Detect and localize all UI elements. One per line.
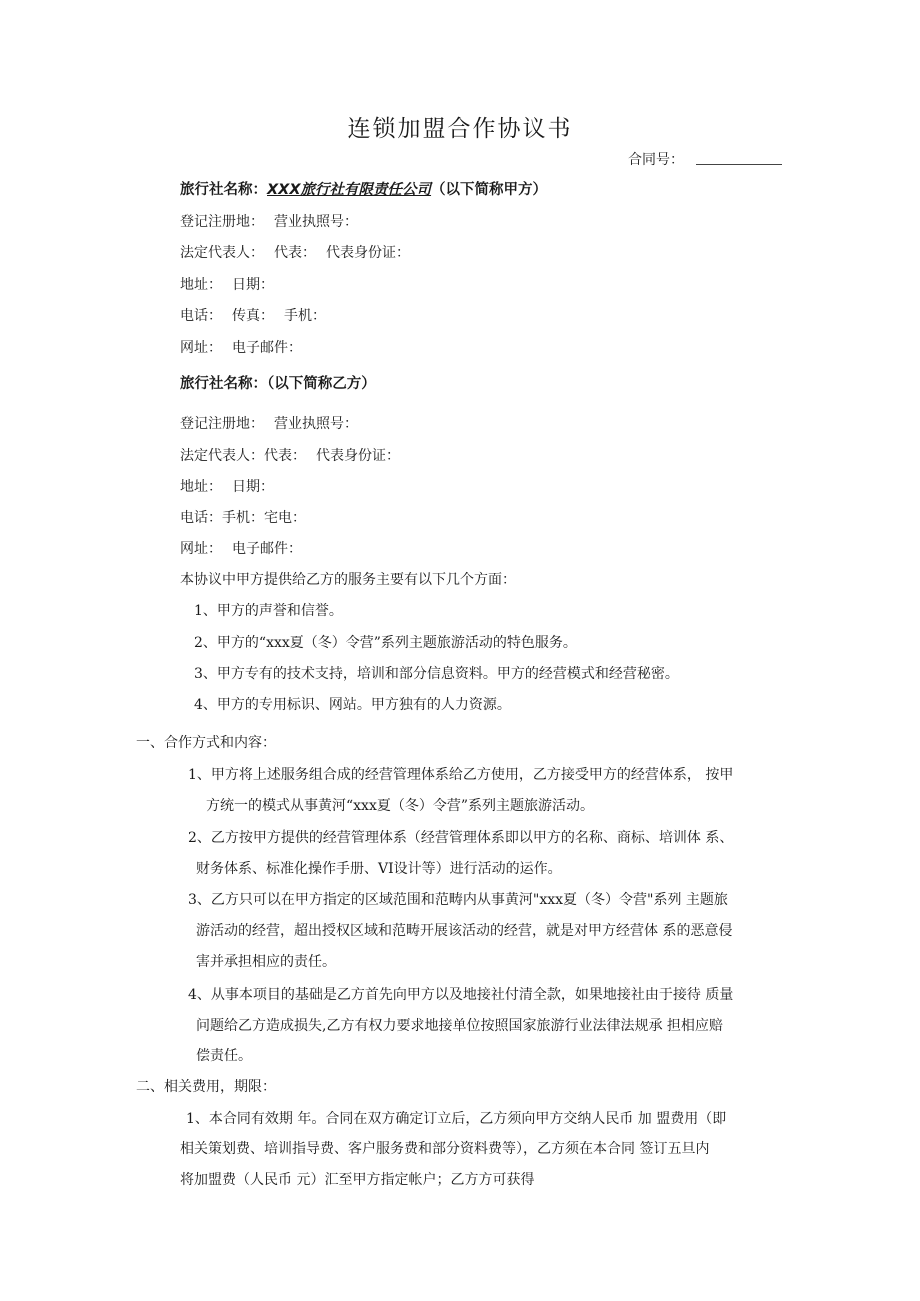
service-item: 4、甲方的专用标识、网站。甲方独有的人力资源。 [194,697,511,713]
section1-line: 3、乙方只可以在甲方指定的区域范围和范畴内从事黄河"xxx夏（冬）令营"系列 主题旅 [188,892,728,908]
section2-line: 1、本合同有效期 年。合同在双方确定订立后，乙方须向甲方交纳人民币 加 盟费用（即 [186,1111,727,1127]
party-b-rep-id: 代表身份证： [316,448,400,464]
party-b-address: 地址： [180,479,222,495]
party-a-rep-line [180,243,410,263]
party-a-register-line [180,212,358,232]
section1-line: 偿责任。 [196,1048,252,1064]
party-a-name-label: 旅行社名称： [180,182,267,198]
section1-heading: 一、合作方式和内容： [136,735,276,751]
party-b-register: 登记注册地： [180,416,264,432]
party-a-name-line [180,180,547,200]
party-a-rep: 代表： [274,245,316,261]
section1-line: 方统一的模式从事黄河“xxx夏（冬）令营”系列主题旅游活动。 [206,798,594,814]
party-b-website-line [180,539,302,559]
party-a-address: 地址： [180,277,222,293]
party-b-rep-line [180,446,400,466]
party-a-name-value: XXX旅行社有限责任公司 [267,182,432,198]
party-b-name-label: 旅行社名称： [180,376,267,392]
party-b-phone: 电话：手机：宅电： [180,510,306,526]
party-b-register-line [180,414,358,434]
party-a-website-line [180,338,302,358]
party-a-rep-id: 代表身份证： [326,245,410,261]
service-item: 1、甲方的声誉和信誉。 [194,603,343,619]
party-b-license: 营业执照号： [274,416,358,432]
party-a-address-line [180,275,274,295]
section1-line: 问题给乙方造成损失,乙方有权力要求地接单位按照国家旅游行业法律法规承 担相应赔 [196,1018,723,1034]
party-b-email: 电子邮件： [232,541,302,557]
party-b-address-line [180,477,274,497]
section1-line: 1、甲方将上述服务组合成的经营管理体系给乙方使用，乙方接受甲方的经营体系， 按甲 [188,767,734,783]
party-b-date: 日期： [232,479,274,495]
section1-line: 4、从事本项目的基础是乙方首先向甲方以及地接社付清全款，如果地接社由于接待 质量 [188,987,734,1003]
party-b-legal-rep: 法定代表人：代表： [180,448,306,464]
party-a-date: 日期： [232,277,274,293]
party-a-website: 网址： [180,340,222,356]
service-item: 2、甲方的“xxx夏（冬）令营”系列主题旅游活动的特色服务。 [194,635,577,651]
party-a-name-suffix: （以下简称甲方） [431,182,548,198]
party-a-register: 登记注册地： [180,214,264,230]
party-b-phone-line [180,508,306,528]
section2-line: 相关策划费、培训指导费、客户服务费和部分资料费等），乙方须在本合同 签订五旦内 [180,1141,710,1157]
service-item: 3、甲方专有的技术支持，培训和部分信息资料。甲方的经营模式和经营秘密。 [194,666,679,682]
party-a-legal-rep: 法定代表人： [180,245,264,261]
section1-line: 2、乙方按甲方提供的经营管理体系（经营管理体系即以甲方的名称、商标、培训体 系、 [188,830,734,846]
section1-line: 游活动的经营，超出授权区域和范畴开展该活动的经营，就是对甲方经营体 系的恶意侵 [196,923,733,939]
section1-line: 财务体系、标准化操作手册、VI设计等）进行活动的运作。 [196,861,562,877]
party-a-phone-line [180,306,326,326]
party-b-name-line [180,374,376,394]
document-title: 连锁加盟合作协议书 [347,116,573,142]
section1-line: 害并承担相应的责任。 [196,954,336,970]
party-b-website: 网址： [180,541,222,557]
party-a-mobile: 手机： [284,308,326,324]
party-a-license: 营业执照号： [274,214,358,230]
party-a-fax: 传真： [232,308,274,324]
party-b-name-suffix: （以下简称乙方） [267,376,376,392]
section2-line: 将加盟费（人民币 元）汇至甲方指定帐户；乙方方可获得 [180,1172,535,1188]
contract-number-blank [696,164,782,165]
section2-heading: 二、相关费用，期限： [136,1079,276,1095]
services-intro: 本协议中甲方提供给乙方的服务主要有以下几个方面： [180,572,516,588]
party-a-phone: 电话： [180,308,222,324]
party-a-email: 电子邮件： [232,340,302,356]
contract-number-label: 合同号： [628,152,684,168]
